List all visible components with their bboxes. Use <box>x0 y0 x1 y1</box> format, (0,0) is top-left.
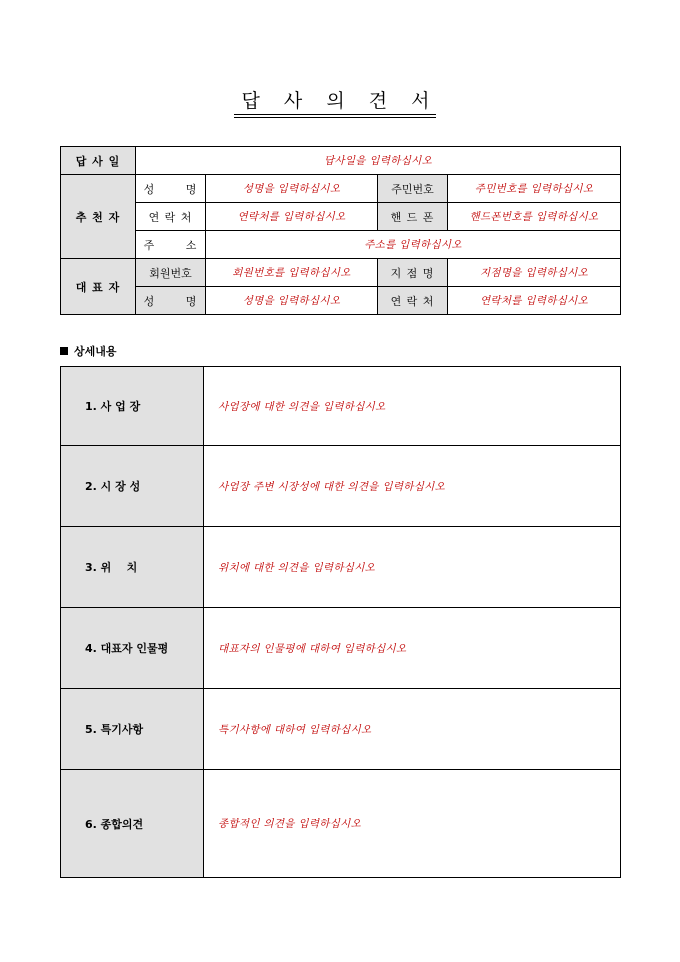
detail-label-representative: 4. 대표자 인물평 <box>61 608 204 689</box>
rep-name-field[interactable]: 성명을 입력하십시오 <box>206 287 378 315</box>
rep-contact-field[interactable]: 연락처를 입력하십시오 <box>448 287 621 315</box>
rec-mobile-field[interactable]: 핸드폰번호를 입력하십시오 <box>448 203 621 231</box>
detail-field-market[interactable]: 사업장 주변 시장성에 대한 의견을 입력하십시오 <box>204 446 621 527</box>
visit-date-label: 답 사 일 <box>61 147 136 175</box>
recommender-label: 추 천 자 <box>61 175 136 259</box>
rep-member-label: 회원번호 <box>136 259 206 287</box>
visit-info-table <box>60 146 621 315</box>
rep-member-field[interactable]: 회원번호를 입력하십시오 <box>206 259 378 287</box>
details-heading-text: 상세내용 <box>74 345 117 358</box>
rep-branch-label: 지 점 명 <box>378 259 448 287</box>
rec-address-field[interactable]: 주소를 입력하십시오 <box>206 231 621 259</box>
detail-field-representative[interactable]: 대표자의 인물평에 대하여 입력하십시오 <box>204 608 621 689</box>
page-title: 답 사 의 견 서 <box>241 90 439 112</box>
visit-date-field[interactable]: 답사일을 입력하십시오 <box>136 147 621 175</box>
detail-label-overall: 6. 종합의견 <box>61 770 204 878</box>
detail-field-overall[interactable]: 종합적인 의견을 입력하십시오 <box>204 770 621 878</box>
rec-contact-label: 연 락 처 <box>136 203 206 231</box>
rec-id-label: 주민번호 <box>378 175 448 203</box>
title-underline <box>234 114 436 115</box>
title-underline-double <box>234 117 436 118</box>
detail-field-location[interactable]: 위치에 대한 의견을 입력하십시오 <box>204 527 621 608</box>
detail-field-workplace[interactable]: 사업장에 대한 의견을 입력하십시오 <box>204 367 621 446</box>
rep-name-label: 성 명 <box>136 287 206 315</box>
details-table <box>60 366 621 878</box>
detail-label-market: 2. 시 장 성 <box>61 446 204 527</box>
details-heading <box>60 343 117 359</box>
rec-id-field[interactable]: 주민번호를 입력하십시오 <box>448 175 621 203</box>
rep-contact-label: 연 락 처 <box>378 287 448 315</box>
square-bullet-icon <box>60 347 68 355</box>
rep-branch-field[interactable]: 지점명을 입력하십시오 <box>448 259 621 287</box>
rec-name-field[interactable]: 성명을 입력하십시오 <box>206 175 378 203</box>
detail-field-special[interactable]: 특기사항에 대하여 입력하십시오 <box>204 689 621 770</box>
detail-label-special: 5. 특기사항 <box>61 689 204 770</box>
rec-mobile-label: 핸 드 폰 <box>378 203 448 231</box>
representative-label: 대 표 자 <box>61 259 136 315</box>
rec-name-label: 성 명 <box>136 175 206 203</box>
detail-label-workplace: 1. 사 업 장 <box>61 367 204 446</box>
detail-label-location: 3. 위 치 <box>61 527 204 608</box>
rec-address-label: 주 소 <box>136 231 206 259</box>
rec-contact-field[interactable]: 연락처를 입력하십시오 <box>206 203 378 231</box>
